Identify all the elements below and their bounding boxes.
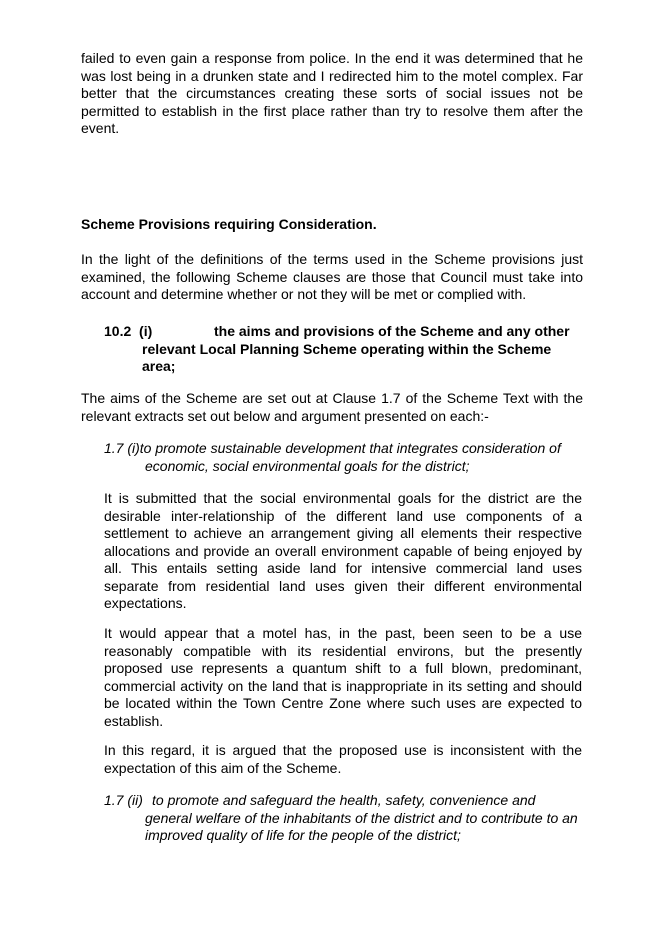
paragraph-aim1-b: It would appear that a motel has, in the past, been seen to be a use reasonably compatible with its residential environs, but the presently proposed use represents a quantum shift to a full blown, predominant, commercial activity on the land that is inappropriate in its setting and should be located within the Town Centre Zone where such uses are expected to establish. <box>104 625 582 729</box>
aim2-text-rest: general welfare of the inhabitants of the district and to contribute to an improved quality of life for the people of the district; <box>145 809 578 843</box>
clause-text-rest: relevant Local Planning Scheme operating within the Scheme area; <box>142 340 552 374</box>
aim1-text-rest: economic, social environmental goals for the district; <box>145 457 470 474</box>
aim1-text-line1: to promote sustainable development that integrates consideration of <box>139 440 561 456</box>
clause-number: 10.2 (i) <box>104 323 153 339</box>
paragraph-top: failed to even gain a response from police. In the end it was determined that he was lost being in a drunken state and I redirected him to the motel complex. Far better that the circumstances creating these sorts of social issues not be permitted to establish in the first place rather than try to resolve them after the event. <box>81 50 583 136</box>
aim2-number: 1.7 (ii) <box>104 792 143 808</box>
aim2-text-line1: to promote and safeguard the health, safety, convenience and <box>152 792 536 808</box>
section-heading: Scheme Provisions requiring Consideration. <box>81 216 377 232</box>
paragraph-aim1-a: It is submitted that the social environmental goals for the district are the desirable inter-relationship of the different land use components of a settlement to achieve an arrangement giving all elements their respective allocations and provide an overall environment capable of being enjoyed by all. This entails setting aside land for intensive commercial land uses separate from residential land uses given their different environmental expectations. <box>104 490 582 611</box>
aim1-number: 1.7 (i) <box>104 440 140 456</box>
aim-1-7-ii <box>104 792 589 845</box>
paragraph-intro: In the light of the definitions of the terms used in the Scheme provisions just examined, the following Scheme clauses are those that Council must take into account and determine whether or not they will be met or complied with. <box>81 251 583 302</box>
aim-1-7-i <box>104 440 589 475</box>
paragraph-aim1-c: In this regard, it is argued that the proposed use is inconsistent with the expectation of this aim of the Scheme. <box>104 742 582 776</box>
clause-10-2-i <box>104 323 611 376</box>
clause-text-line1: the aims and provisions of the Scheme and any other <box>214 323 570 339</box>
paragraph-aims: The aims of the Scheme are set out at Clause 1.7 of the Scheme Text with the relevant extracts set out below and argument presented on each:- <box>81 390 583 424</box>
